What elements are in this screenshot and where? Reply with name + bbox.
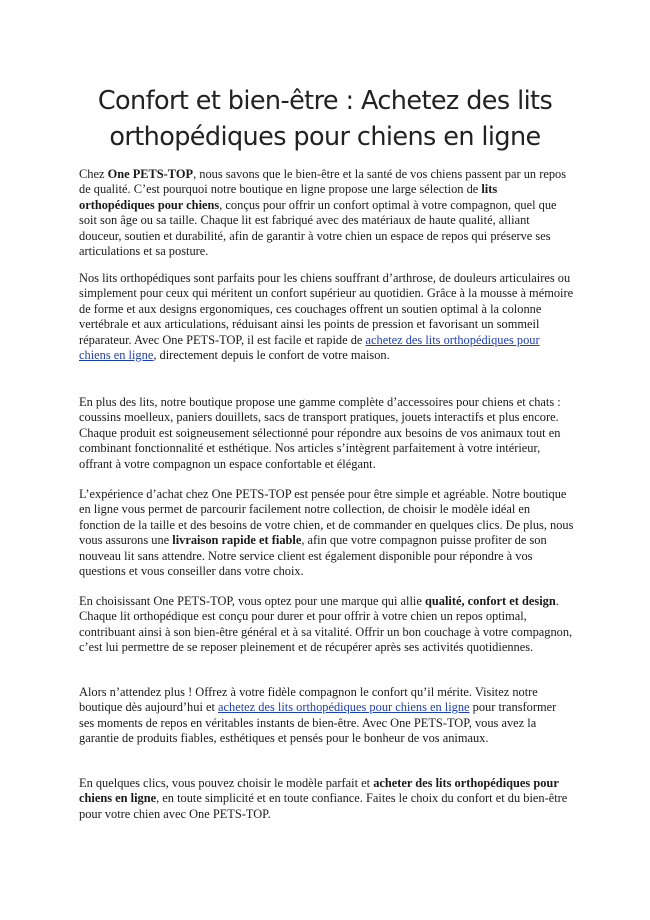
text-run: Nos lits orthopédiques sont parfaits pour les chiens souffrant d’arthrose, de douleurs articulaires ou simplement pour ceux qui méritent un confort supérieur au quotidien. Grâce à la mousse à mémoire de forme et aux designs ergonomiques, ces couchages offrent un soutien optimal à la colonne vertébrale et aux articulations, réduisant ainsi les points de pression et favorisant un sommeil réparateur. Avec One PETS-TOP, il est facile et rapide de — [79, 271, 574, 347]
text-run: , afin que votre compagnon puisse profiter de son nouveau lit sans attendre. Notre service client est également disponible pour répondre à vos questions et vous conseiller dans votre choix. — [79, 533, 547, 579]
paragraph-brand — [79, 594, 574, 656]
shop-link[interactable]: achetez des lits orthopédiques pour chiens en ligne — [79, 332, 540, 363]
text-run: Alors n’attendez plus ! Offrez à votre fidèle compagnon le confort qu’il mérite. Visitez notre boutique dès aujourd’hui et — [79, 685, 538, 715]
page-title: Confort et bien-être : Achetez des lits orthopédiques pour chiens en ligne — [97, 86, 553, 152]
text-run: Chez — [79, 167, 108, 181]
text-run: En quelques clics, vous pouvez choisir le modèle parfait et — [79, 776, 374, 790]
text-run: L’expérience d’achat chez One PETS-TOP est pensée pour être simple et agréable. Notre boutique en ligne vous permet de parcourir facilement notre collection, de choisir le modèle idéal en fonction de la taille et des besoins de votre chien, et de commander en quelques clics. De plus, nous vous assurons une — [79, 487, 574, 548]
document-body — [79, 167, 574, 821]
paragraph-intro — [79, 167, 574, 259]
bold-phrase: lits orthopédiques pour chiens — [79, 182, 498, 212]
text-run: , en toute simplicité et en toute confiance. Faites le choix du confort et du bien-être pour votre chien avec One PETS-TOP. — [79, 791, 568, 821]
text-run: . Chaque lit orthopédique est conçu pour durer et pour offrir à votre chien un repos optimal, contribuant ainsi à son bien-être général et à sa vitalité. Offrir un bon couchage à votre compagnon, c’est lui permettre de se reposer pleinement et de récupérer après ses activités quotidiennes. — [79, 594, 573, 655]
text-run: , directement depuis le confort de votre maison. — [153, 348, 390, 363]
paragraph-experience — [79, 487, 574, 579]
paragraph-closing — [79, 776, 574, 822]
bold-phrase: qualité, confort et design — [424, 594, 556, 608]
bold-phrase: acheter des lits orthopédiques pour chiens en ligne — [79, 776, 559, 806]
bold-brand: One PETS-TOP — [107, 167, 194, 181]
text-run: En plus des lits, notre boutique propose une gamme complète d’accessoires pour chiens et chats : coussins moelleux, paniers douillets, sacs de transport pratiques, jouets interactifs et plus encore. Chaque produit est soigneusement sélectionné pour répondre aux besoins de vos animaux tout en combinant fonctionnalité et esthétique. Nos articles s’intègrent parfaitement à votre intérieur, offrant à votre compagnon un espace confortable et élégant. — [79, 395, 561, 471]
paragraph-orthopedic — [79, 271, 574, 363]
shop-link[interactable]: achetez des lits orthopédiques pour chiens en ligne — [218, 700, 470, 715]
bold-phrase: livraison rapide et fiable — [172, 533, 302, 548]
text-run: , conçus pour offrir un confort optimal à votre compagnon, quel que soit son âge ou sa taille. Chaque lit est fabriqué avec des matériaux de haute qualité, alliant douceur, soutien et durabilité, afin de garantir à votre chien un espace de repos qui préserve ses articulations et sa posture. — [79, 197, 557, 259]
paragraph-call-to-action — [79, 685, 574, 747]
text-run: pour transformer ses moments de repos en véritables instants de bien-être. Avec One PETS-TOP, vous avez la garantie de produits fiables, esthétiques et pensés pour le bonheur de vos animaux. — [79, 700, 557, 746]
text-run: , nous savons que le bien-être et la santé de vos chiens passent par un repos de qualité. C’est pourquoi notre boutique en ligne propose une large sélection de — [79, 167, 567, 197]
paragraph-accessories — [79, 395, 574, 472]
text-run: En choisissant One PETS-TOP, vous optez pour une marque qui allie — [79, 594, 425, 608]
